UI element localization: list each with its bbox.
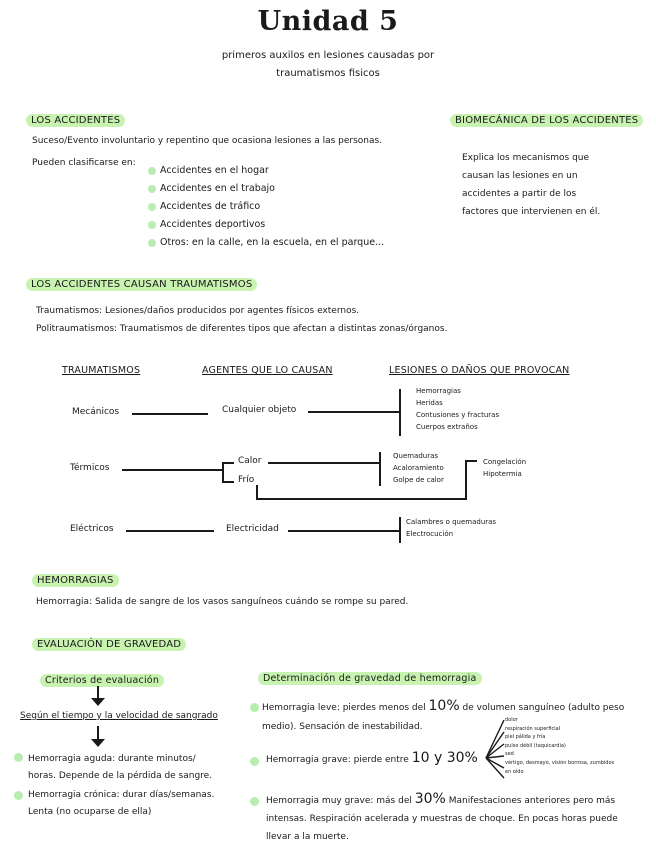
hemorragia-grave: Hemorragia grave: pierde entre 10 y 30%	[266, 750, 478, 766]
lesion-item: Electrocución	[406, 530, 454, 538]
accidentes-definition: Suceso/Evento involuntario y repentino que ocasiona lesiones a las personas.	[32, 136, 383, 146]
text-line: Lenta (no ocuparse de ella)	[28, 807, 152, 817]
connector-line	[256, 498, 466, 500]
lesion-item: Contusiones y fracturas	[416, 411, 500, 419]
bullet-dot	[250, 703, 259, 712]
lesion-item: Hemorragias	[416, 387, 461, 395]
connector-line	[132, 413, 208, 415]
bracket-line	[465, 460, 477, 462]
lesion-item: Calambres o quemaduras	[406, 518, 497, 526]
determinacion-heading: Determinación de gravedad de hemorragia	[258, 672, 482, 685]
symptoms-list	[505, 716, 614, 776]
section-traumatismos	[26, 272, 257, 291]
list-item: Accidentes en el trabajo	[148, 180, 384, 198]
bullet-dot	[148, 203, 156, 211]
text-line: Hemorragia crónica: durar días/semanas.	[28, 790, 215, 800]
section-evaluacion	[32, 632, 186, 651]
type-electricos: Eléctricos	[70, 524, 114, 534]
col-header-lesiones: LESIONES O DAÑOS QUE PROVOCAN	[389, 365, 570, 376]
symptom-item: respiración superficial	[505, 725, 561, 732]
subtitle-line-2: traumatismos fisicos	[276, 68, 380, 79]
heading-biomecanica: BIOMECÁNICA DE LOS ACCIDENTES	[450, 114, 643, 127]
arrow-down-icon	[91, 739, 105, 747]
traumatismos-def: Traumatismos: Lesiones/daños producidos por agentes físicos externos.	[36, 306, 360, 316]
connector-line	[122, 469, 222, 471]
bullet-dot	[148, 221, 156, 229]
agent-calor: Calor	[238, 456, 262, 466]
bracket-line	[222, 462, 234, 464]
list-item: Accidentes de tráfico	[148, 198, 384, 216]
lesions-frio	[483, 456, 526, 480]
criterios-label: Criterios de evaluación	[40, 674, 164, 687]
lesion-item: Hipotermia	[483, 470, 522, 478]
criterios-box	[40, 668, 164, 687]
page-title: Unidad 5	[257, 6, 399, 37]
agent-cualquier-objeto: Cualquier objeto	[222, 405, 297, 415]
lesion-item: Heridas	[416, 399, 443, 407]
bullet-dot	[148, 239, 156, 247]
hemorragia-aguda	[28, 751, 212, 785]
bullet-dot	[250, 757, 259, 766]
lesion-item: Cuerpos extraños	[416, 423, 478, 431]
bracket-line	[222, 462, 224, 483]
bracket-line	[465, 460, 467, 500]
arrow-down-icon	[91, 698, 105, 706]
segun-label: Según el tiempo y la velocidad de sangrado	[20, 711, 218, 721]
heading-hemorragias: HEMORRAGIAS	[32, 574, 119, 587]
lesions-calor	[393, 450, 444, 486]
text-line: Hemorragia muy grave: más del 30% Manifestaciones anteriores pero más	[266, 791, 616, 807]
symptom-item: sed	[505, 751, 514, 758]
lesion-item: Acaloramiento	[393, 464, 444, 472]
connector-line	[288, 530, 400, 532]
section-hemorragias	[32, 568, 119, 587]
col-header-traumatismos: TRAUMATISMOS	[62, 365, 141, 376]
hemorragia-cronica	[28, 787, 214, 821]
connector-line	[268, 462, 380, 464]
text-line: Hemorragia aguda: durante minutos/	[28, 754, 196, 764]
type-termicos: Térmicos	[70, 463, 110, 473]
page-subtitle	[0, 47, 656, 83]
connector-line	[308, 411, 400, 413]
bracket-line	[399, 517, 401, 543]
connector-line	[126, 530, 214, 532]
symptom-item: vértigo, desmayo, visión borrosa, zumbidos	[505, 759, 615, 766]
lesions-electricos	[406, 516, 496, 540]
symptom-item: pulso débil (taquicardia)	[505, 742, 566, 749]
text-line: Explica los mecanismos que	[462, 153, 590, 163]
heading-evaluacion: EVALUACIÓN DE GRAVEDAD	[32, 638, 186, 651]
lesions-mecanicos	[416, 385, 499, 433]
col-header-agentes: AGENTES QUE LO CAUSAN	[202, 365, 333, 376]
list-item: Accidentes deportivos	[148, 216, 384, 234]
text-line: horas. Depende de la pérdida de sangre.	[28, 771, 213, 781]
section-biomecanica	[450, 108, 643, 127]
heading-traumatismos: LOS ACCIDENTES CAUSAN TRAUMATISMOS	[26, 278, 257, 291]
subtitle-line-1: primeros auxilos en lesiones causadas por	[221, 50, 435, 61]
type-mecanicos: Mecánicos	[72, 407, 120, 417]
text-line: intensas. Respiración acelerada y muestras de choque. En pocas horas puede	[266, 814, 618, 824]
text-line: llevar a la muerte.	[266, 832, 349, 842]
text-line: causan las lesiones en un	[462, 171, 578, 181]
accidentes-classify-label: Pueden clasificarse en:	[32, 158, 136, 168]
text-line: accidentes a partir de los	[462, 189, 577, 199]
section-los-accidentes	[26, 108, 125, 127]
lesion-item: Golpe de calor	[393, 476, 444, 484]
accidentes-list	[148, 162, 384, 252]
list-item: Accidentes en el hogar	[148, 162, 384, 180]
list-item: Otros: en la calle, en la escuela, en el parque...	[148, 234, 384, 252]
agent-electricidad: Electricidad	[226, 524, 279, 534]
symptom-item: dolor	[505, 717, 518, 723]
agent-frio: Frío	[238, 475, 255, 485]
bullet-dot	[14, 791, 23, 800]
bracket-line	[399, 389, 401, 436]
bracket-line	[222, 481, 234, 483]
biomecanica-text	[462, 149, 600, 221]
text-line: medio). Sensación de inestabilidad.	[262, 722, 423, 732]
text-line: Hemorragia leve: pierdes menos del 10% de volumen sanguíneo (adulto peso	[262, 698, 625, 714]
hemorragia-definition: Hemorragia: Salida de sangre de los vasos sanguíneos cuándo se rompe su pared.	[36, 597, 409, 607]
politraumatismos-def: Politraumatismos: Traumatismos de diferentes tipos que afectan a distintas zonas/órganos.	[36, 324, 448, 334]
bullet-dot	[148, 185, 156, 193]
bracket-line	[379, 452, 381, 486]
determinacion-box	[258, 666, 482, 685]
lesion-item: Quemaduras	[393, 452, 439, 460]
bullet-dot	[250, 797, 259, 806]
connector-line	[256, 485, 258, 499]
symptom-item: en oído	[505, 768, 524, 775]
text-line: factores que intervienen en él.	[462, 207, 601, 217]
lesion-item: Congelación	[483, 458, 527, 466]
bullet-dot	[14, 753, 23, 762]
bullet-dot	[148, 167, 156, 175]
heading-los-accidentes: LOS ACCIDENTES	[26, 114, 125, 127]
symptom-item: piel pálida y fría	[505, 734, 546, 741]
hemorragia-muy-grave	[266, 790, 646, 846]
